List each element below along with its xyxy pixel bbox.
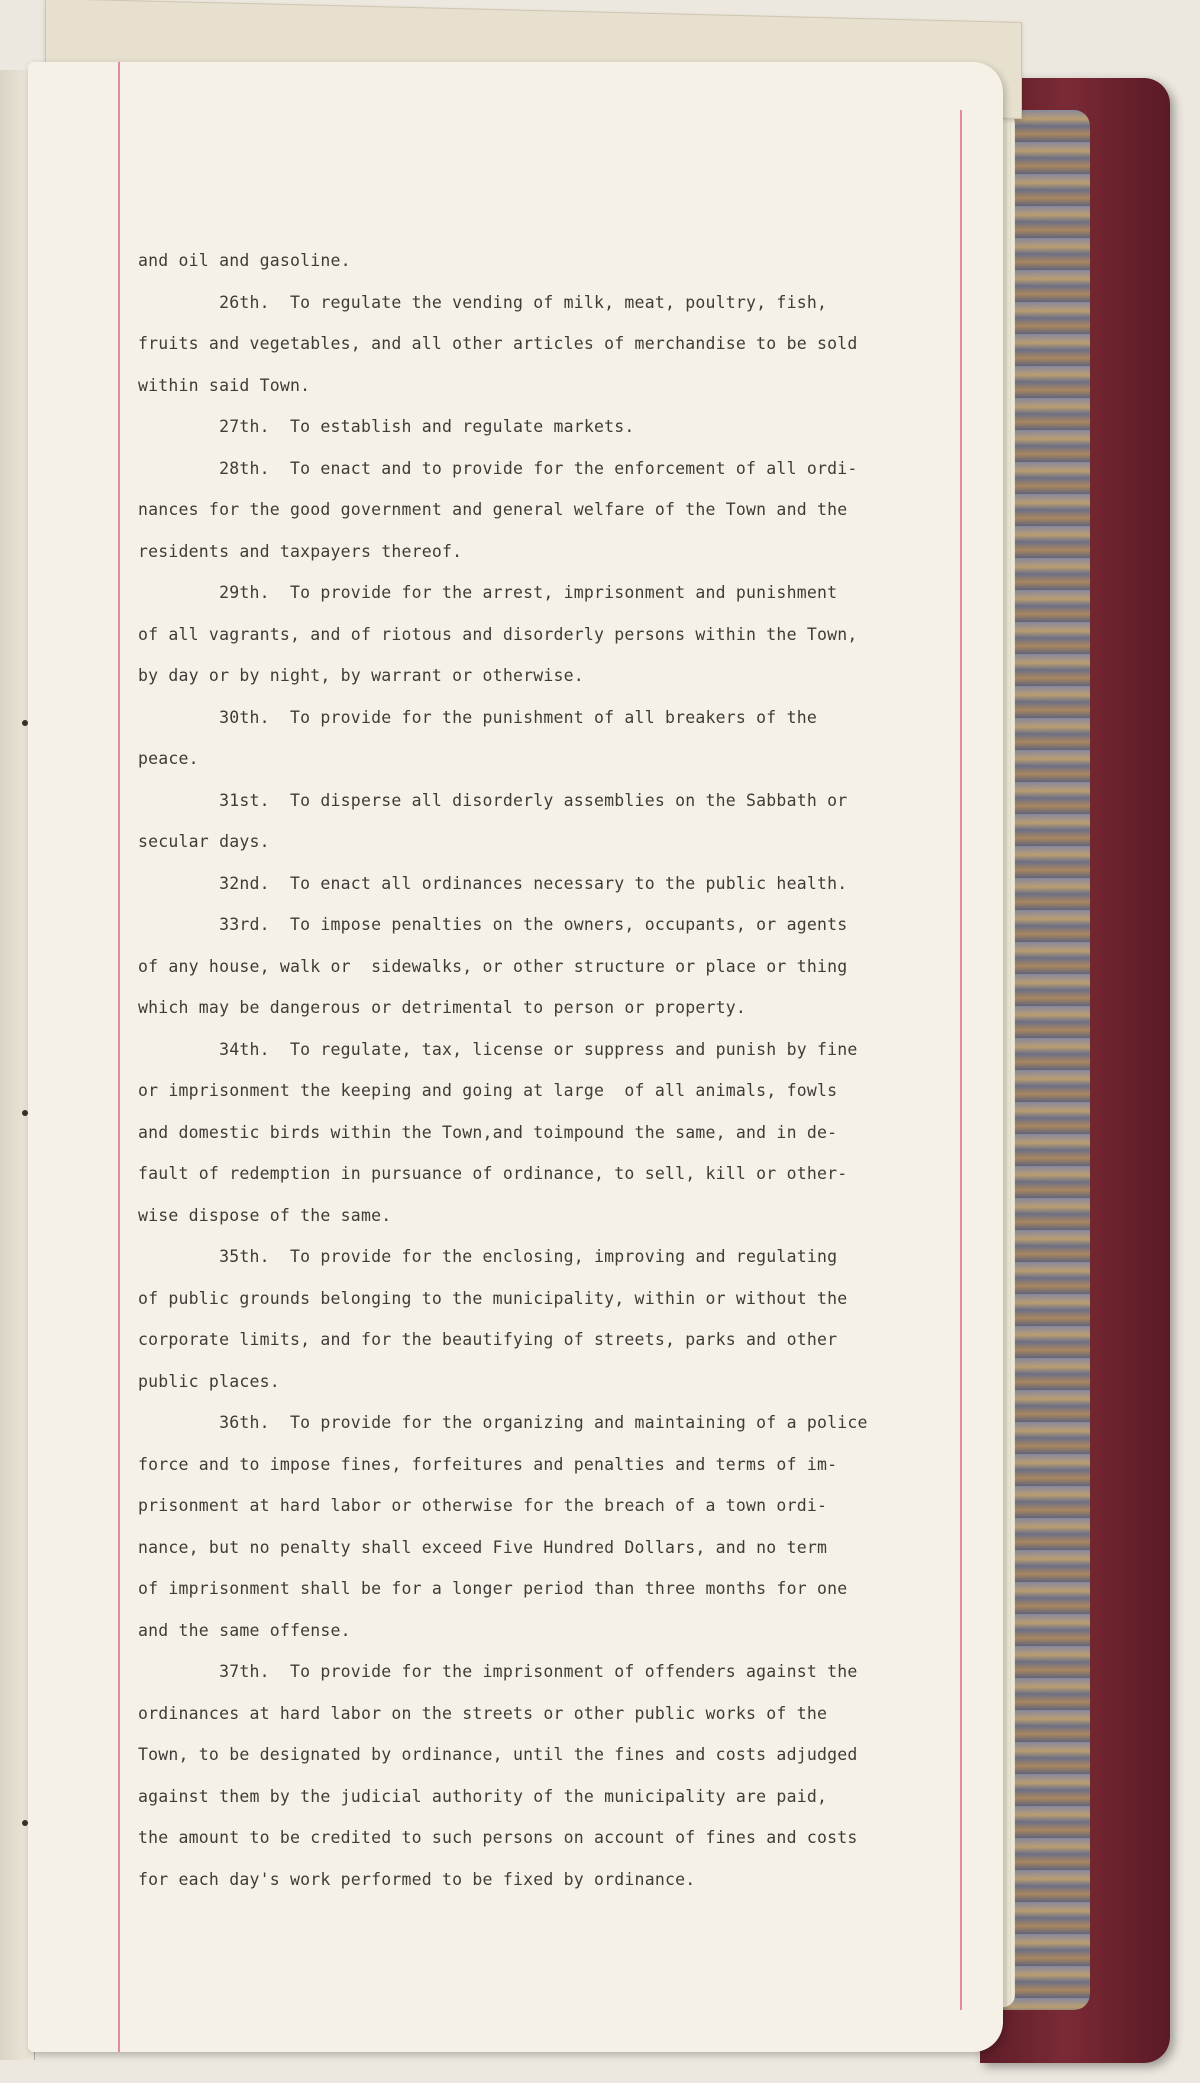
text-line: secular days. [138,832,270,851]
text-line: Town, to be designated by ordinance, until the fines and costs adjudged [138,1745,858,1764]
text-line: nance, but no penalty shall exceed Five Hundred Dollars, and no term [138,1537,828,1557]
text-line: against them by the judicial authority of the municipality are paid, [138,1786,828,1806]
text-line: and oil and gasoline. [138,251,351,270]
text-line: 26th. To regulate the vending of milk, meat, poultry, fish, [138,292,828,312]
text-line: of public grounds belonging to the municipality, within or without the [138,1288,848,1308]
text-line: force and to impose fines, forfeitures and penalties and terms of im- [138,1454,838,1474]
text-line: of imprisonment shall be for a longer period than three months for one [138,1579,848,1598]
text-line: 36th. To provide for the organizing and maintaining of a police [138,1413,868,1432]
text-line: 34th. To regulate, tax, license or suppress and punish by fine [138,1039,858,1059]
text-line: fault of redemption in pursuance of ordinance, to sell, kill or other- [138,1164,848,1183]
text-line: fruits and vegetables, and all other articles of merchandise to be sold [138,334,858,353]
text-line: 35th. To provide for the enclosing, improving and regulating [138,1247,838,1266]
text-line: of all vagrants, and of riotous and disorderly persons within the Town, [138,624,858,644]
text-line: 29th. To provide for the arrest, imprisonment and punishment [138,583,838,602]
left-margin-rule [118,62,120,2052]
text-line: 32nd. To enact all ordinances necessary to the public health. [138,873,848,893]
text-line: 27th. To establish and regulate markets. [138,417,635,436]
text-line: 37th. To provide for the imprisonment of offenders against the [138,1662,858,1681]
text-line: which may be dangerous or detrimental to person or property. [138,998,747,1017]
text-line: peace. [138,749,199,768]
text-line: prisonment at hard labor or otherwise for the breach of a town ordi- [138,1496,828,1515]
text-line: residents and taxpayers thereof. [138,541,463,561]
typed-ordinance-text [138,240,958,1900]
text-line: 33rd. To impose penalties on the owners, occupants, or agents [138,915,848,934]
text-line: 31st. To disperse all disorderly assemblies on the Sabbath or [138,790,848,810]
text-line: or imprisonment the keeping and going at large of all animals, fowls [138,1081,838,1100]
text-line: and the same offense. [138,1620,351,1640]
text-line: public places. [138,1371,280,1391]
text-line: ordinances at hard labor on the streets or other public works of the [138,1703,828,1723]
text-line: corporate limits, and for the beautifying of streets, parks and other [138,1330,838,1349]
text-line: within said Town. [138,375,311,395]
text-line: for each day's work performed to be fixed by ordinance. [138,1869,696,1889]
text-line: and domestic birds within the Town,and toimpound the same, and in de- [138,1122,838,1142]
right-margin-rule [960,110,962,2010]
text-line: 28th. To enact and to provide for the enforcement of all ordi- [138,458,858,478]
text-line: the amount to be credited to such persons on account of fines and costs [138,1828,858,1847]
text-line: wise dispose of the same. [138,1205,392,1225]
text-line: of any house, walk or sidewalks, or other structure or place or thing [138,956,848,976]
text-line: by day or by night, by warrant or otherwise. [138,666,584,685]
text-line: nances for the good government and general welfare of the Town and the [138,500,848,519]
text-line: 30th. To provide for the punishment of all breakers of the [138,707,817,727]
